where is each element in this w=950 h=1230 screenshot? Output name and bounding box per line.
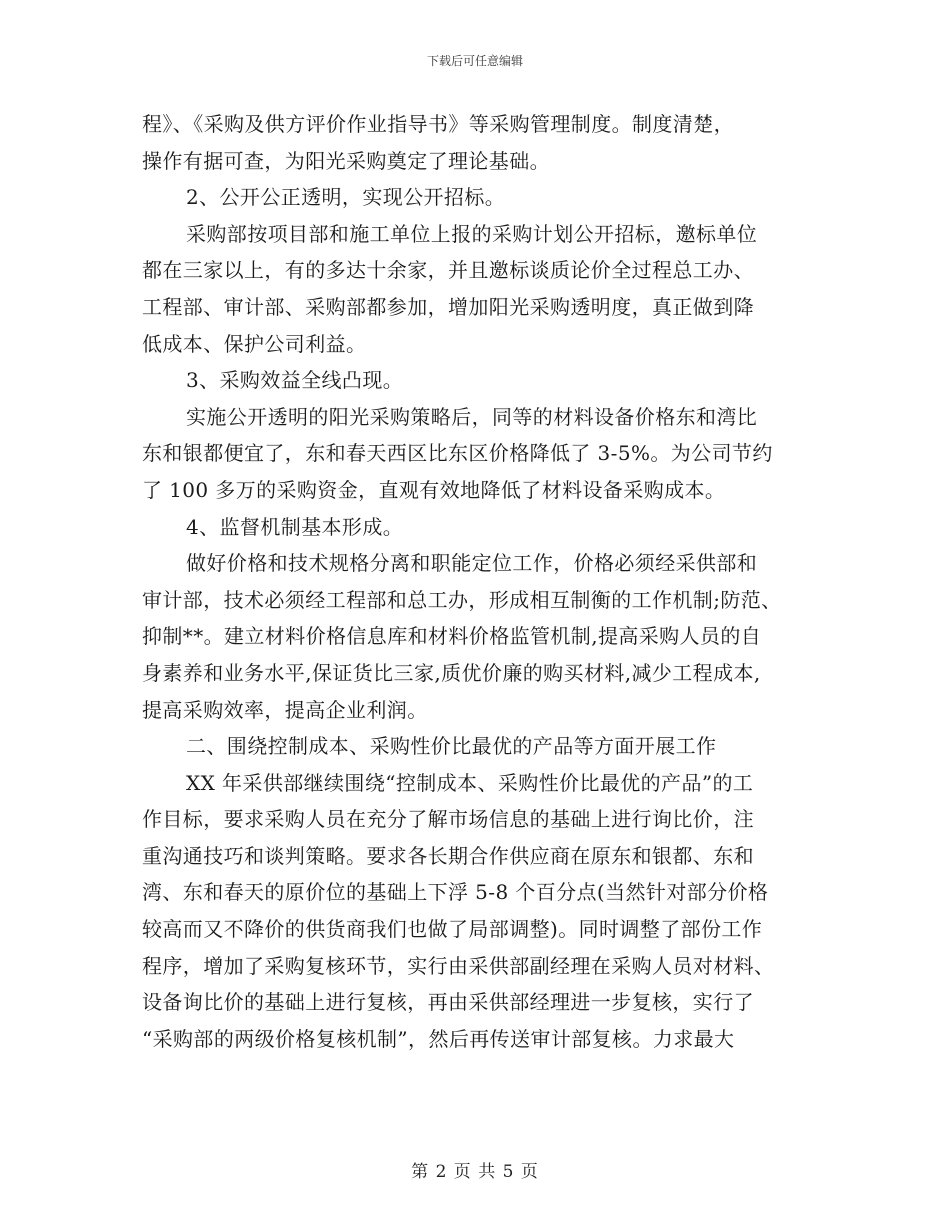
section-heading: 二、围绕控制成本、采购性价比最优的产品等方面开展工作 xyxy=(186,734,717,759)
text-line: 湾、东和春天的原价位的基础上下浮 5-8 个百分点(当然针对部分价格 xyxy=(142,880,769,905)
text-line: XX 年采供部继续围绕“控制成本、采购性价比最优的产品”的工 xyxy=(186,770,754,795)
text-line: 了 100 多万的采购资金，直观有效地降低了材料设备采购成本。 xyxy=(142,477,726,502)
text-line: 设备询比价的基础上进行复核，再由采供部经理进一步复核，实行了 xyxy=(142,990,754,1015)
section-heading: 3、采购效益全线凸现。 xyxy=(186,368,404,393)
section-heading: 2、公开公正透明，实现公开招标。 xyxy=(186,185,506,210)
text-line: 都在三家以上，有的多达十余家，并且邀标谈质论价全过程总工办、 xyxy=(142,258,754,283)
text-line: 重沟通技巧和谈判策略。要求各长期合作供应商在原东和银都、东和 xyxy=(142,843,754,868)
page-number: 第 2 页 共 5 页 xyxy=(411,1162,539,1182)
section-heading: 4、监督机制基本形成。 xyxy=(186,514,404,539)
text-line: 低成本、保护公司利益。 xyxy=(142,331,367,356)
text-line: 提高采购效率，提高企业利润。 xyxy=(142,697,428,722)
text-line: 程》、《采购及供方评价作业指导书》等采购管理制度。制度清楚， xyxy=(142,112,734,136)
text-line: 操作有据可查，为阳光采购奠定了理论基础。 xyxy=(142,148,550,173)
text-line: 东和银都便宜了，东和春天西区比东区价格降低了 3-5%。为公司节约 xyxy=(142,441,773,466)
text-line: 作目标，要求采购人员在充分了解市场信息的基础上进行询比价，注 xyxy=(142,807,754,832)
text-line: 身素养和业务水平,保证货比三家,质优价廉的购买材料,减少工程成本, xyxy=(142,660,761,685)
text-line: 实施公开透明的阳光采购策略后，同等的材料设备价格东和湾比 xyxy=(186,404,758,429)
text-line: 抑制**。建立材料价格信息库和材料价格监管机制,提高采购人员的自 xyxy=(142,624,762,649)
text-line: 较高而又不降价的供货商我们也做了局部调整)。同时调整了部份工作 xyxy=(142,917,763,942)
text-line: 采购部按项目部和施工单位上报的采购计划公开招标，邀标单位 xyxy=(186,221,758,246)
text-line: 做好价格和技术规格分离和职能定位工作，价格必须经采供部和 xyxy=(186,551,758,576)
text-line: 审计部，技术必须经工程部和总工办，形成相互制衡的工作机制;防范、 xyxy=(142,587,782,612)
page-header: 下载后可任意编辑 xyxy=(426,54,523,68)
text-line: 工程部、审计部、采购部都参加，增加阳光采购透明度，真正做到降 xyxy=(142,294,754,319)
text-line: “采购部的两级价格复核机制”，然后再传送审计部复核。力求最大 xyxy=(142,1026,735,1051)
text-line: 程序，增加了采购复核环节，实行由采供部副经理在采购人员对材料、 xyxy=(142,953,775,978)
document-body xyxy=(142,106,822,1057)
